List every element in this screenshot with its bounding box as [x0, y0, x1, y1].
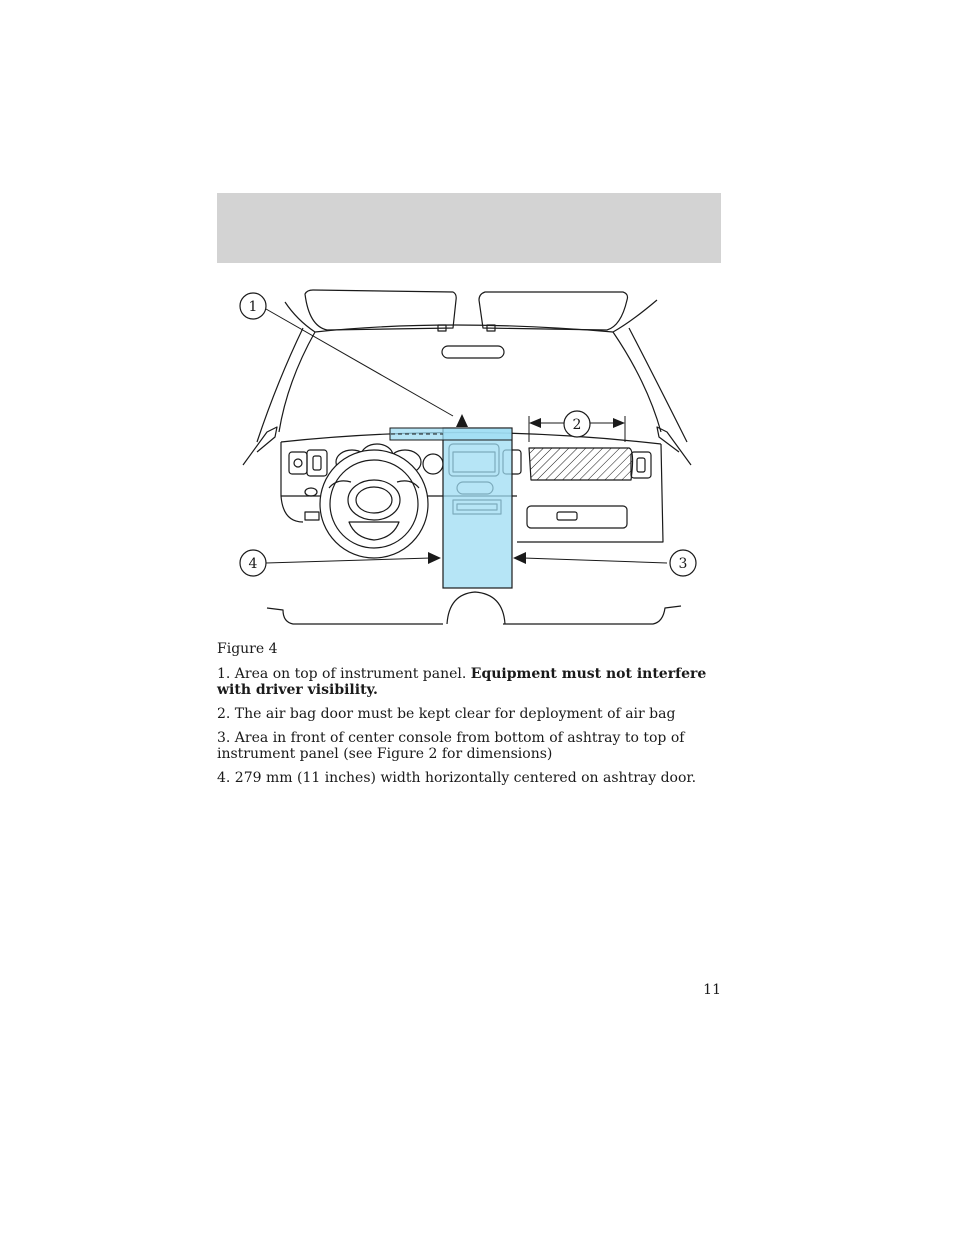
page-number: 11: [703, 982, 721, 998]
callout-2-label: 2: [572, 417, 582, 433]
callout-2: [564, 411, 590, 437]
figure-legend: [217, 666, 721, 794]
right-sun-visor: [479, 292, 628, 330]
callout-1: [240, 293, 266, 319]
callout-1-label: 1: [248, 299, 258, 315]
legend-item-3: 3. Area in front of center console from bottom of ashtray to top of instrument panel (see Figure 2 for dimensions): [217, 730, 685, 762]
callout-4: [240, 550, 266, 576]
legend-item-1: [217, 666, 721, 698]
legend-item-1-warning: Equipment must not interfere with driver visibility.: [217, 666, 707, 698]
figure-caption: Figure 4: [217, 641, 278, 657]
callout-3-label: 3: [678, 556, 688, 572]
legend-item-4: 4. 279 mm (11 inches) width horizontally centered on ashtray door.: [217, 770, 697, 786]
legend-item-2: 2. The air bag door must be kept clear for deployment of air bag: [217, 706, 676, 722]
callout-4-label: 4: [248, 556, 258, 572]
instrument-panel-figure: [217, 282, 721, 632]
header-band: [217, 193, 721, 263]
left-sun-visor: [305, 290, 456, 330]
steering-wheel: [320, 450, 428, 558]
callout-3: [670, 550, 696, 576]
legend-item-1-text: 1. Area on top of instrument panel.: [217, 666, 471, 682]
rear-view-mirror: [442, 346, 504, 358]
